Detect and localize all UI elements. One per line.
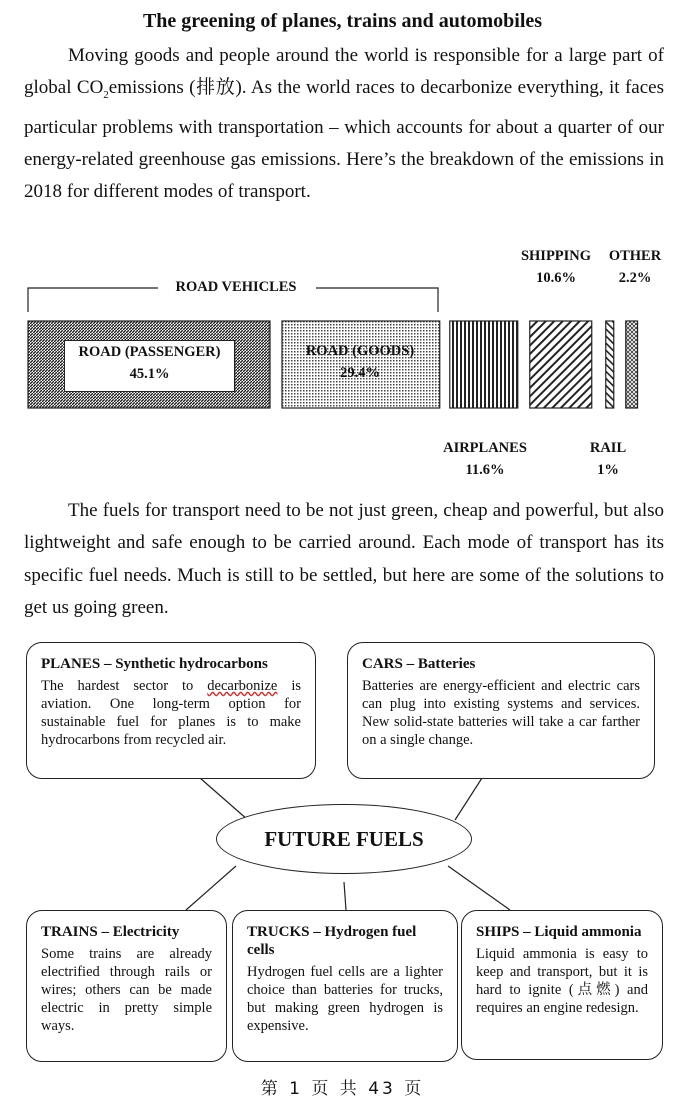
- cars-heading: CARS – Batteries: [362, 656, 476, 672]
- page-footer: 第 1 页 共 43 页: [260, 1079, 425, 1099]
- airplanes-value: 11.6%: [465, 462, 505, 478]
- ships-card: [461, 910, 663, 1060]
- rail-value: 1%: [597, 462, 619, 478]
- road-goods-category: ROAD (GOODS): [305, 343, 415, 359]
- ships-body: Liquid ammonia is easy to keep and transport, but it is hard to ignite (点燃) and requires an engine redesign.: [476, 946, 648, 1016]
- cars-body: Batteries are energy-efficient and electric cars can plug into existing systems and services. New solid-state batteries will take a car farther on a single change.: [362, 678, 640, 748]
- airplanes-category: AIRPLANES: [443, 440, 527, 456]
- trucks-card: [232, 910, 458, 1062]
- future-fuels-oval: FUTURE FUELS: [216, 804, 472, 874]
- trains-body: Some trains are already electrified through rails or wires; others can be made electric in pretty simple ways.: [41, 946, 212, 1034]
- road-passenger-value: 45.1%: [129, 366, 170, 382]
- ships-heading: SHIPS – Liquid ammonia: [476, 924, 642, 940]
- other-value: 2.2%: [618, 270, 652, 286]
- shipping-category: SHIPPING: [520, 248, 592, 264]
- planes-card: [26, 642, 316, 779]
- intro-paragraph: Moving goods and people around the world is responsible for a large part of global $CO_2emissions$ (排放). As the world races to decarbonize everything, it faces particular problems with transportation – which accounts for about a quarter of our energy-related greenhouse gas emissions. Here’s the breakdown of the emissions in 2018 for different modes of transport.: [24, 45, 664, 203]
- solutions-paragraph: The fuels for transport need to be not just green, cheap and powerful, but also lightweight and safe enough to be carried around. Each mode of transport has its specific fuel needs. Much is still to be settled, but here are some of the solutions to get us going green.: [24, 500, 664, 619]
- other-category: OTHER: [608, 248, 662, 264]
- shipping-value: 10.6%: [536, 270, 576, 286]
- rail-category: RAIL: [589, 440, 627, 456]
- trucks-body: Hydrogen fuel cells are a lighter choice than batteries for trucks, but making green hydrogen is expensive.: [247, 964, 443, 1034]
- trains-heading: TRAINS – Electricity: [41, 924, 180, 940]
- road-passenger-category: ROAD (PASSENGER): [78, 344, 221, 360]
- trucks-heading: TRUCKS – Hydrogen fuel cells: [247, 924, 417, 958]
- road-goods-value: 29.4%: [340, 365, 380, 381]
- cars-card: [347, 642, 655, 779]
- planes-heading: PLANES – Synthetic hydrocarbons: [41, 656, 268, 672]
- page-title: The greening of planes, trains and automobiles: [142, 10, 543, 32]
- planes-body: The hardest sector to decarbonize is aviation. One long-term option for sustainable fuel for planes is to make hydrocarbons from recycled air.: [41, 678, 301, 748]
- road-vehicles-label: ROAD VEHICLES: [175, 279, 297, 295]
- trains-card: [26, 910, 227, 1062]
